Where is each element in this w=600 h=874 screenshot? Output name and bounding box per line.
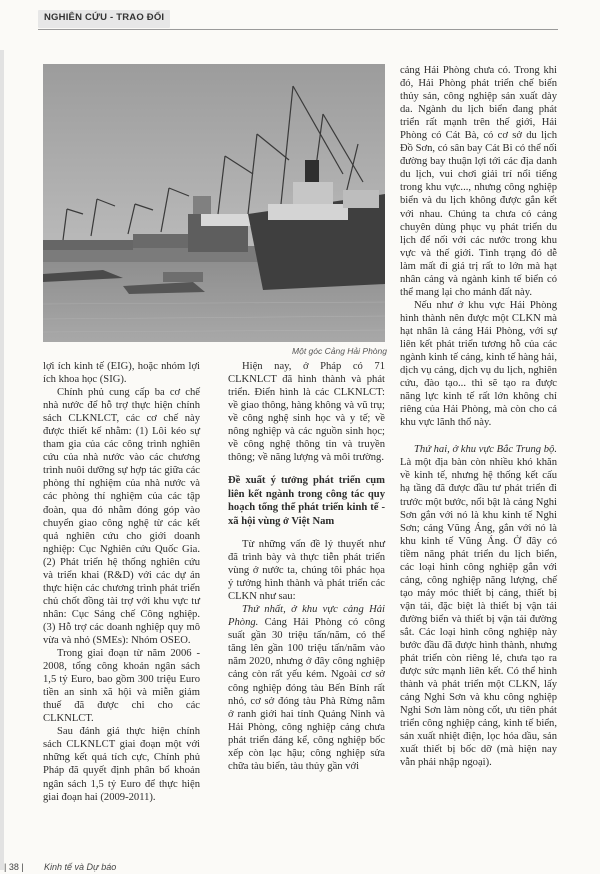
paragraph-body: Là một địa bàn còn nhiều khó khăn về kinh tế, nhưng hệ thống kết cấu hạ tầng đã được đầu tư phát triển đi trước một bước, nổi bật là cảng Nghi Sơn gắn với nó là khu kinh tế Nghi Sơn; cảng Vũng Áng, gắn với nó là khu kinh tế Vũng Áng. Ở đây có tiềm năng phát triển du lịch biển, các loại hình công nghiệp gắn với cảng, công nghiệp năng lượng, chế tạo máy móc thiết bị cảng, thiết bị vận tải, đặc biệt là thiết bị vận tải đường biển và thiết bị vận tải đường sắt. Các loại hình công nghiệp này bước đầu đã được hình thành, nhưng phát triển còn riêng lẻ, chưa tạo ra được sức mạnh liên kết. Có thể hình thành và phát triển một CLKN, lấy cảng Nghi Sơn và khu công nghiệp Nghi Sơn làm nòng cốt, ưu tiên phát triển công nghiệp cảng, kinh tế biển, sản xuất nhiệt điện, lọc hóa dầu, sản xuất thiết bị bốc dỡ (mà hiện nay vẫn phải nhập ngoại). [400, 457, 557, 769]
paragraph-lead: Thứ hai, ở khu vực Bắc Trung bộ. [414, 444, 557, 456]
paragraph: Sau đánh giá thực hiện chính sách CLKNLCT giai đoạn một với những kết quả tích cực, Chính phủ Pháp đã quyết định phân bổ khoản ngân sách 1,5 tỷ Euro để thực hiện giai đoạn hai (2009-2011). [43, 726, 200, 803]
paragraph: Từ những vấn đề lý thuyết như đã trình bày và thực tiễn phát triển vùng ở nước ta, chúng tôi phác họa ý tưởng hình thành và phát triển các CLKN như sau: [228, 539, 385, 603]
page-edge-shading [0, 50, 4, 870]
paragraph: Nếu như ở khu vực Hải Phòng hình thành nên được một CLKN mà hạt nhân là cảng Hải Phòng, với sự liên kết phát triển tương hỗ của các ngành kinh tế cảng, kinh tế hàng hải, dịch vụ cảng, dịch vụ du lịch, nghiên cứu, đào tạo... thì sẽ tạo ra được năng lực kinh tế rất lớn không chỉ riêng của Hải Phòng, mà còn cho cả khu vực lãnh thổ này. [400, 299, 557, 429]
text-column-2 [228, 360, 385, 860]
paragraph-body: Cảng Hải Phòng có công suất gần 30 triệu tấn/năm, có thể tăng lên gần 100 triệu tấn/năm vào năm 2020, nhưng ở đây công nghiệp cảng còn rất yếu kém. Ngoài cơ sở công nghiệp đóng tàu Bến Bính rất nhỏ, cơ sở đóng tàu Phà Rừng nằm ở ranh giới hai tỉnh Quảng Ninh và Hải Phòng, công nghiệp cảng chưa phát triển đáng kể, công nghiệp bốc xếp còn lạc hậu; công nghiệp sửa chữa tàu biển, tàu thủy gần với [228, 617, 385, 772]
paragraph: lợi ích kinh tế (EIG), hoặc nhóm lợi ích khoa học (SIG). [43, 361, 200, 386]
section-heading: Đề xuất ý tưởng phát triển cụm liên kết ngành trong công tác quy hoạch tổng thể phát triển kinh tế - xã hội vùng ở Việt Nam [228, 475, 385, 527]
port-photo [43, 64, 385, 342]
paragraph: cảng Hải Phòng chưa có. Trong khi đó, Hải Phòng phát triển chế biến thủy sản, công nghiệp sản xuất dày da. Ngành du lịch biển đang phát triển rất mạnh trên thế giới, Hải Phòng có Cát Bà, có cơ sở du lịch Đồ Sơn, có sân bay Cát Bi có thể nối đường bay thuận lợi tới các địa danh du lịch, vui chơi giải trí nổi tiếng trong khu vực..., nhưng công nghiệp biển và du lịch không được gắn kết với nhau. Chúng ta chưa có cảng chuyên dùng phục vụ phát triển du lịch để nối với các nước trong khu vực và thế giới. Tình trạng đó dễ làm mất đi giá trị rất to lớn mà hạt nhân cảng và ngành kinh tế biển có thể mang lại cho mảnh đất này. [400, 65, 557, 298]
header-rule [38, 29, 558, 30]
page-header [0, 0, 600, 40]
paragraph [228, 603, 385, 773]
paragraph-lead: Thứ nhất, ở khu vực cảng Hải Phòng. [228, 604, 385, 629]
photo-caption: Một góc Cảng Hải Phòng [292, 346, 387, 356]
page-number: | 38 | [4, 862, 24, 872]
page-footer [0, 856, 600, 874]
text-column-1 [43, 360, 200, 860]
text-column-3 [400, 64, 557, 864]
paragraph: Chính phủ cung cấp ba cơ chế nhà nước để hỗ trợ thực hiện chính sách CLKNLCT, các cơ chế này được thiết kế nhằm: (1) Lôi kéo sự tham gia của các công trình nghiên cứu của nhà nước vào các chương trình nuôi dưỡng sự hợp tác giữa các phòng thí nghiệm của nhà nước và các phòng thí nghiệm của các tập đoàn, qua đó nhằm đóng góp vào chuyển giao công nghệ từ các kết quả nghiên cứu cho giới doanh nghiệp: Cục Nghiên cứu Quốc Gia. (2) Phát triển hệ thống nghiên cứu và triển khai (R&D) với các dự án thực hiện các chương trình phát triển chủ chốt đồng tài trợ với khu vực tư nhân: Cục Sáng chế Công nghiệp. (3) Hỗ trợ các doanh nghiệp quy mô vừa và nhỏ (SMEs): Nhóm OSEO. [43, 387, 200, 646]
paragraph: Hiện nay, ở Pháp có 71 CLKNLCT đã hình thành và phát triển. Điển hình là các CLKNLCT: về giao thông, hàng không và vũ trụ; về công nghệ sinh học và y tế; về nông nghiệp và các nguồn sinh học; về công nghệ thông tin và truyền thông; về năng lượng và môi trường. [228, 361, 385, 464]
section-label: NGHIÊN CỨU - TRAO ĐỔI [44, 12, 165, 23]
paragraph [400, 443, 557, 769]
magazine-name: Kinh tế và Dự báo [44, 862, 117, 872]
paragraph: Trong giai đoạn từ năm 2006 - 2008, tổng công khoản ngân sách 1,5 tỷ Euro, bao gồm 300 triệu Euro tiền an sinh xã hội và miễn giảm thuế đã được chi cho các CLKNLCT. [43, 648, 200, 725]
